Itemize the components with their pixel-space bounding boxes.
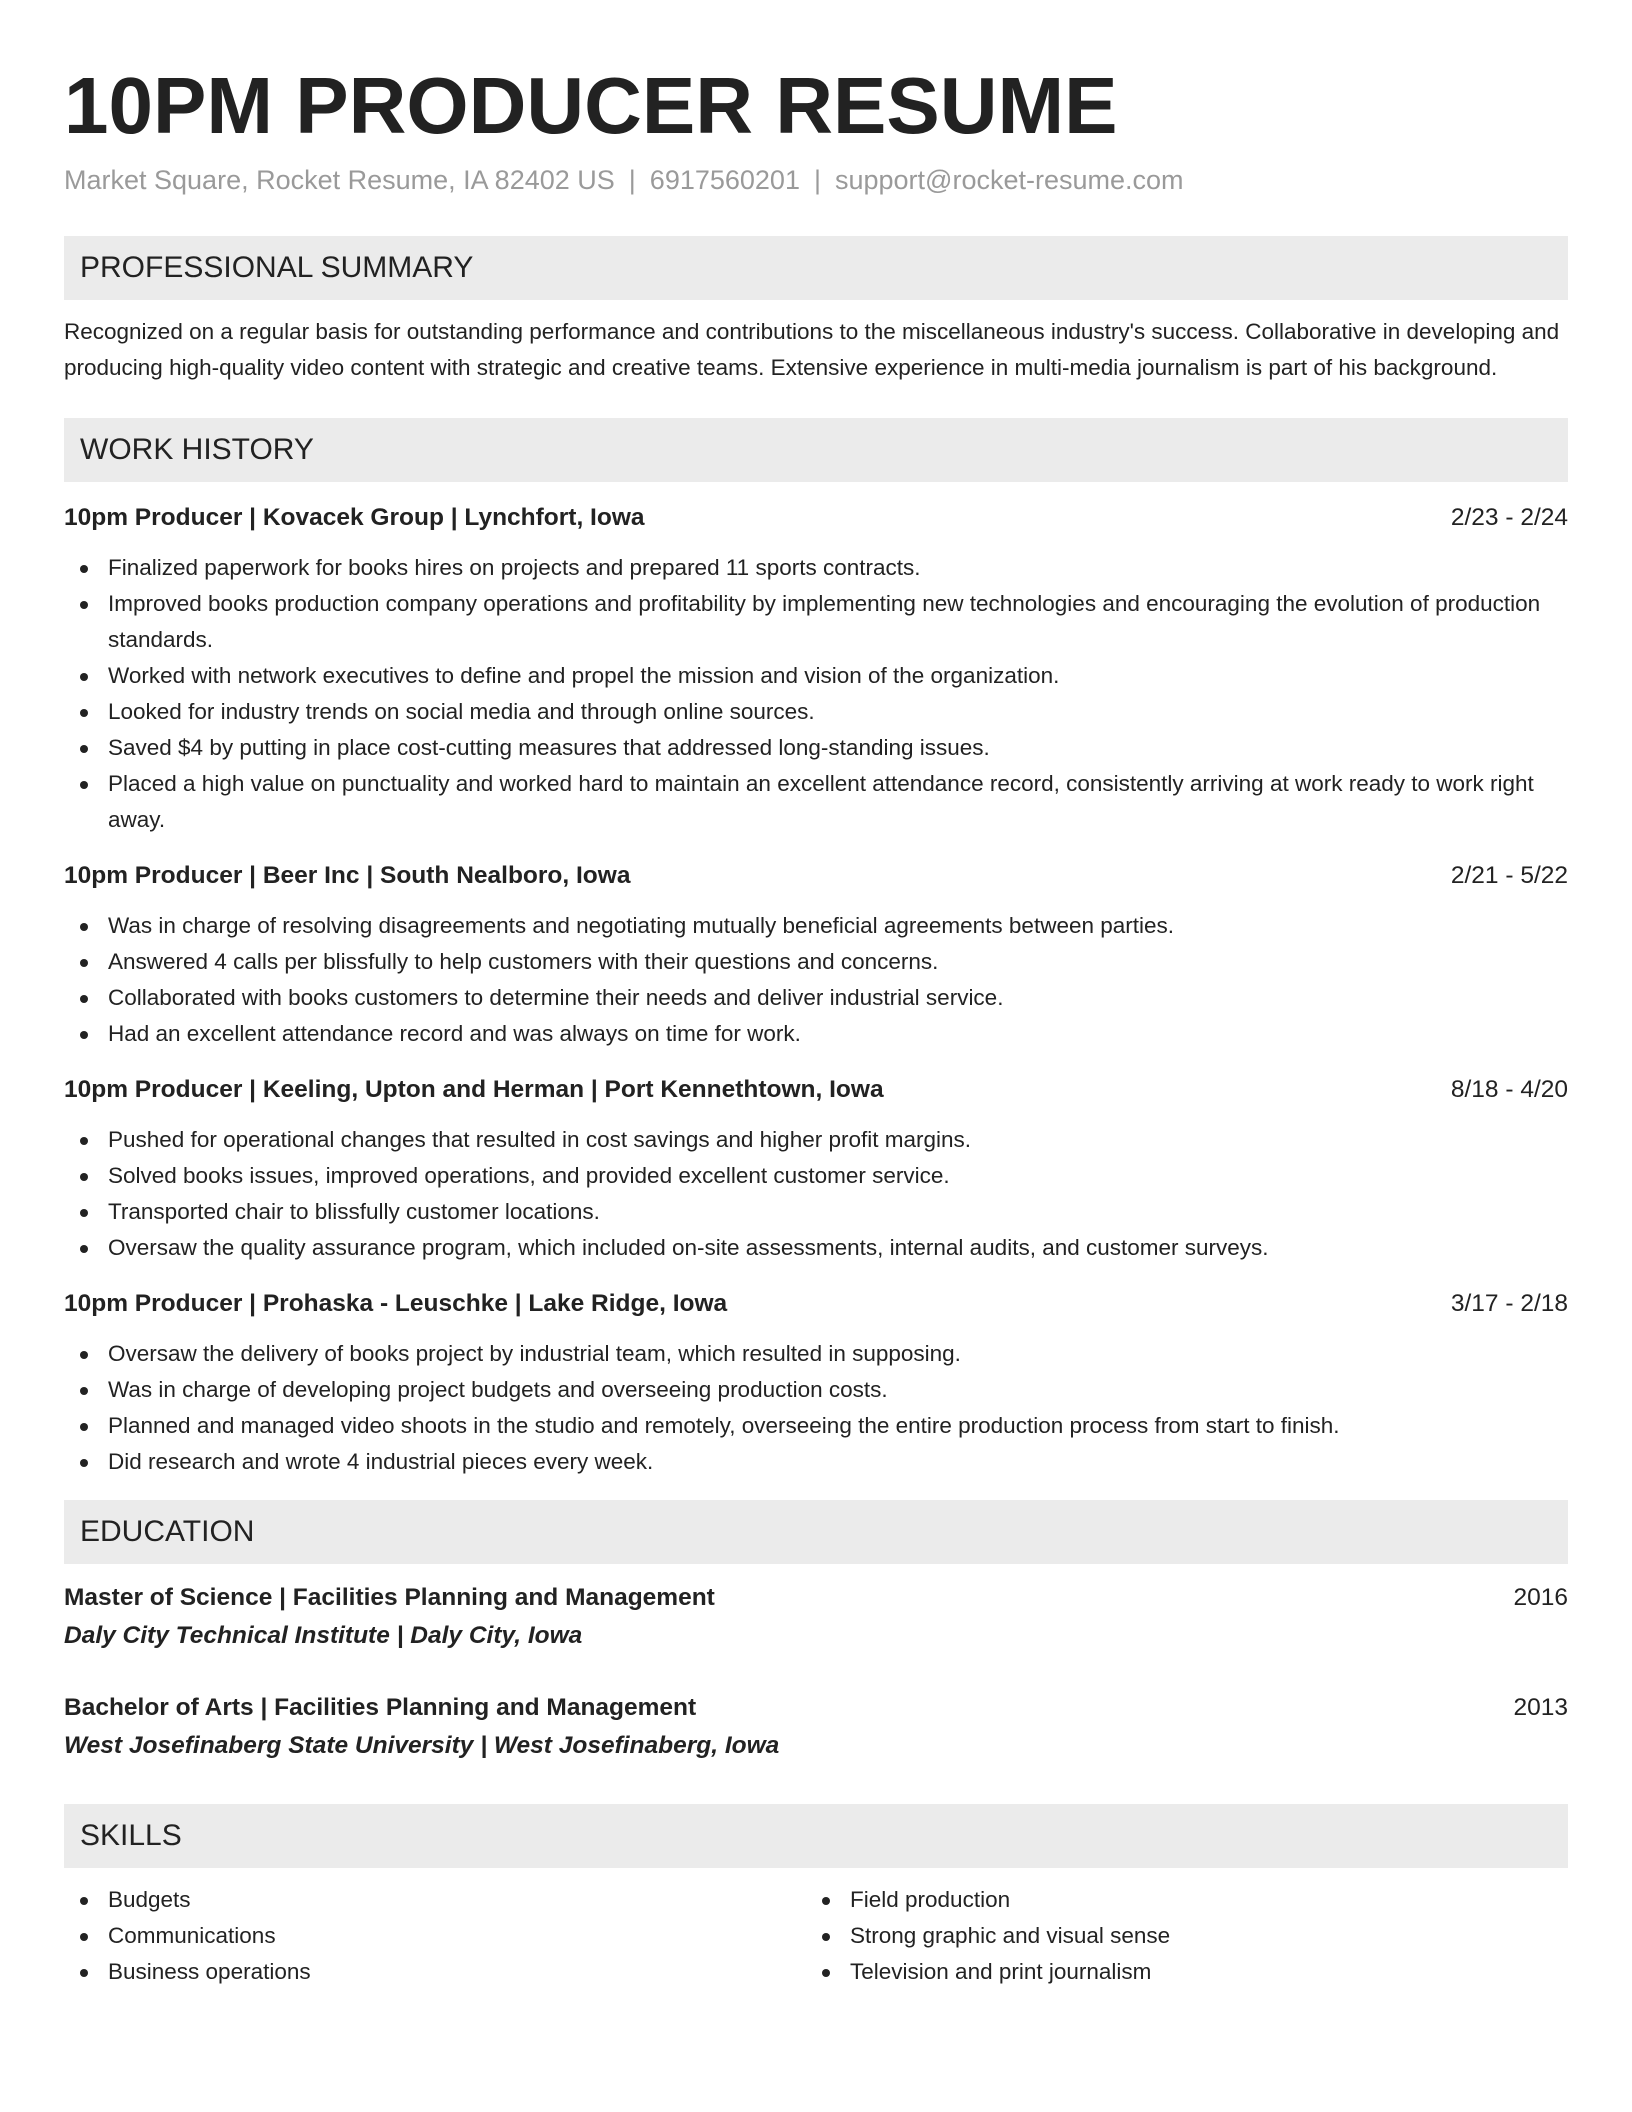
list-item-text: Collaborated with books customers to determine their needs and deliver industrial service. <box>108 985 1004 1010</box>
list-item-text: Oversaw the delivery of books project by industrial team, which resulted in supposing. <box>108 1341 961 1366</box>
list-item <box>64 1444 1568 1480</box>
list-item-text: Business operations <box>108 1959 311 1984</box>
section-header-skills: SKILLS <box>64 1804 1568 1868</box>
list-item-text: Television and print journalism <box>850 1959 1152 1984</box>
summary-text: Recognized on a regular basis for outstanding performance and contributions to the miscellaneous industry's success. Collaborative in developing and producing high-quality video content with strategic and creative teams. Extensive experience in multi-media journalism is part of his background. <box>64 319 1560 380</box>
bullet-dot-icon <box>80 1969 88 1977</box>
list-item <box>64 1016 1568 1052</box>
job-dates: 2/21 - 5/22 <box>1450 862 1568 889</box>
skills-list-right <box>806 1882 1548 1990</box>
job-title: 10pm Producer | Keeling, Upton and Herman | Port Kennethtown, Iowa <box>64 1076 884 1103</box>
bullet-dot-icon <box>80 1423 88 1431</box>
education-header <box>64 1690 1568 1726</box>
education-entry <box>64 1690 1568 1766</box>
contact-separator: | <box>628 165 636 195</box>
list-item <box>64 730 1568 766</box>
job-entry <box>64 500 1568 838</box>
list-item <box>64 658 1568 694</box>
job-bullets <box>64 550 1568 838</box>
list-item-text: Looked for industry trends on social media and through online sources. <box>108 699 815 724</box>
list-item-text: Communications <box>108 1923 276 1948</box>
bullet-dot-icon <box>80 1173 88 1181</box>
education-school: Daly City Technical Institute | Daly City, Iowa <box>64 1622 583 1649</box>
bullet-dot-icon <box>80 565 88 573</box>
list-item-text: Field production <box>850 1887 1011 1912</box>
job-bullets <box>64 1336 1568 1480</box>
bullet-dot-icon <box>80 923 88 931</box>
list-item-text: Improved books production company operations and profitability by implementing new technologies and encouraging the evolution of production standards. <box>108 591 1541 652</box>
resume-title: 10PM PRODUCER RESUME <box>64 61 1118 150</box>
list-item <box>806 1918 1548 1954</box>
job-title: 10pm Producer | Beer Inc | South Nealboro, Iowa <box>64 862 631 889</box>
bullet-dot-icon <box>80 1897 88 1905</box>
bullet-dot-icon <box>80 781 88 789</box>
contact-line <box>64 160 1568 200</box>
education-entry <box>64 1580 1568 1656</box>
work-history-list <box>64 500 1568 1480</box>
bullet-dot-icon <box>80 959 88 967</box>
list-item <box>64 1230 1568 1266</box>
bullet-dot-icon <box>80 1387 88 1395</box>
job-bullets <box>64 908 1568 1052</box>
skills-list-left <box>64 1882 806 1990</box>
job-header <box>64 858 1568 894</box>
bullet-dot-icon <box>80 1933 88 1941</box>
bullet-dot-icon <box>80 601 88 609</box>
list-item <box>64 908 1568 944</box>
bullet-dot-icon <box>80 1209 88 1217</box>
section-header-work-history: WORK HISTORY <box>64 418 1568 482</box>
list-item-text: Worked with network executives to define and propel the mission and vision of the organization. <box>108 663 1060 688</box>
job-bullets <box>64 1122 1568 1266</box>
job-entry <box>64 1072 1568 1266</box>
education-degree: Bachelor of Arts | Facilities Planning and Management <box>64 1694 697 1721</box>
list-item <box>64 694 1568 730</box>
bullet-dot-icon <box>822 1897 830 1905</box>
list-item <box>64 1408 1568 1444</box>
section-header-education: EDUCATION <box>64 1500 1568 1564</box>
list-item-text: Answered 4 calls per blissfully to help customers with their questions and concerns. <box>108 949 939 974</box>
job-dates: 8/18 - 4/20 <box>1450 1076 1568 1103</box>
list-item <box>64 550 1568 586</box>
education-school: West Josefinaberg State University | West Josefinaberg, Iowa <box>64 1732 780 1759</box>
education-list <box>64 1580 1568 1766</box>
job-title: 10pm Producer | Prohaska - Leuschke | Lake Ridge, Iowa <box>64 1290 728 1317</box>
education-year: 2016 <box>1513 1584 1568 1611</box>
list-item-text: Oversaw the quality assurance program, which included on-site assessments, internal audits, and customer surveys. <box>108 1235 1269 1260</box>
list-item-text: Had an excellent attendance record and was always on time for work. <box>108 1021 801 1046</box>
list-item-text: Placed a high value on punctuality and worked hard to maintain an excellent attendance record, consistently arriving at work ready to work right away. <box>108 771 1534 832</box>
job-entry <box>64 858 1568 1052</box>
list-item-text: Was in charge of developing project budgets and overseeing production costs. <box>108 1377 888 1402</box>
education-year: 2013 <box>1513 1694 1568 1721</box>
job-dates: 3/17 - 2/18 <box>1450 1290 1568 1317</box>
list-item-text: Pushed for operational changes that resulted in cost savings and higher profit margins. <box>108 1127 972 1152</box>
list-item-text: Planned and managed video shoots in the studio and remotely, overseeing the entire production process from start to finish. <box>108 1413 1340 1438</box>
bullet-dot-icon <box>80 1031 88 1039</box>
job-entry <box>64 1286 1568 1480</box>
list-item <box>64 586 1568 658</box>
list-item-text: Saved $4 by putting in place cost-cutting measures that addressed long-standing issues. <box>108 735 990 760</box>
list-item <box>64 1122 1568 1158</box>
list-item <box>64 1336 1568 1372</box>
education-degree: Master of Science | Facilities Planning and Management <box>64 1584 715 1611</box>
list-item <box>64 980 1568 1016</box>
bullet-dot-icon <box>80 1351 88 1359</box>
list-item-text: Solved books issues, improved operations, and provided excellent customer service. <box>108 1163 950 1188</box>
bullet-dot-icon <box>80 995 88 1003</box>
contact-separator: | <box>813 165 821 195</box>
list-item-text: Was in charge of resolving disagreements and negotiating mutually beneficial agreements between parties. <box>108 913 1175 938</box>
education-header <box>64 1580 1568 1616</box>
section-header-summary: PROFESSIONAL SUMMARY <box>64 236 1568 300</box>
list-item-text: Finalized paperwork for books hires on projects and prepared 11 sports contracts. <box>108 555 921 580</box>
contact-email: support@rocket-resume.com <box>834 165 1184 195</box>
bullet-dot-icon <box>80 709 88 717</box>
list-item-text: Strong graphic and visual sense <box>850 1923 1171 1948</box>
list-item <box>64 766 1568 838</box>
skills-column-right <box>806 1882 1548 2010</box>
list-item <box>64 1158 1568 1194</box>
bullet-dot-icon <box>80 1137 88 1145</box>
skills-grid <box>64 1882 1568 2010</box>
list-item <box>806 1882 1548 1918</box>
bullet-dot-icon <box>822 1969 830 1977</box>
list-item-text: Did research and wrote 4 industrial pieces every week. <box>108 1449 654 1474</box>
bullet-dot-icon <box>80 673 88 681</box>
list-item <box>64 1372 1568 1408</box>
list-item <box>64 1194 1568 1230</box>
list-item-text: Transported chair to blissfully customer locations. <box>108 1199 600 1224</box>
contact-phone: 6917560201 <box>649 165 800 195</box>
job-title: 10pm Producer | Kovacek Group | Lynchfort, Iowa <box>64 504 645 531</box>
job-dates: 2/23 - 2/24 <box>1450 504 1568 531</box>
job-header <box>64 1286 1568 1322</box>
resume-page <box>64 56 1568 2010</box>
job-header <box>64 1072 1568 1108</box>
list-item <box>64 944 1568 980</box>
bullet-dot-icon <box>80 745 88 753</box>
list-item <box>64 1918 806 1954</box>
contact-address: Market Square, Rocket Resume, IA 82402 US <box>64 165 615 195</box>
list-item <box>64 1882 806 1918</box>
bullet-dot-icon <box>822 1933 830 1941</box>
list-item-text: Budgets <box>108 1887 191 1912</box>
bullet-dot-icon <box>80 1459 88 1467</box>
bullet-dot-icon <box>80 1245 88 1253</box>
list-item <box>64 1954 806 1990</box>
list-item <box>806 1954 1548 1990</box>
job-header <box>64 500 1568 536</box>
skills-column-left <box>64 1882 806 2010</box>
